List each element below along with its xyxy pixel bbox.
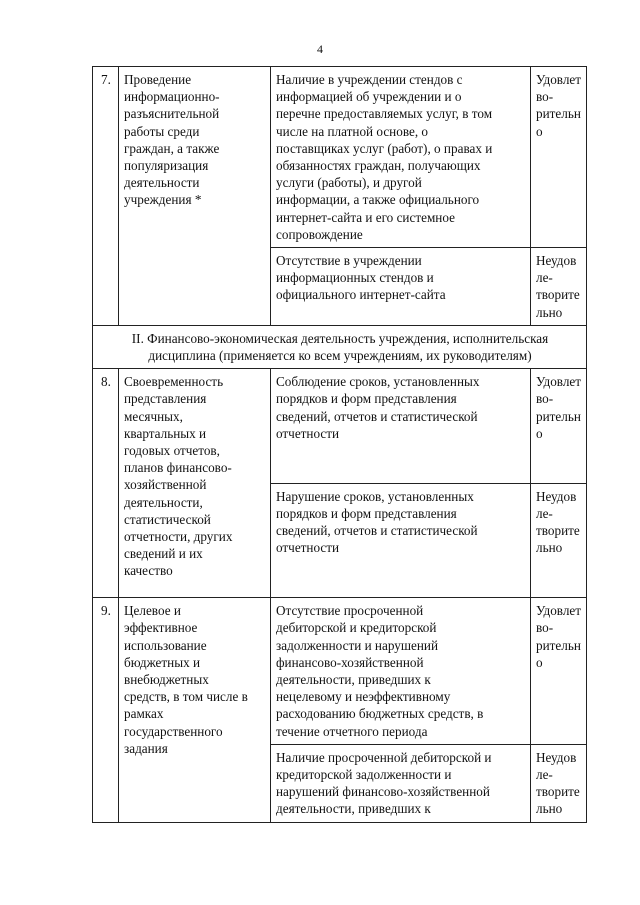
rating-value: Удовлетво- рительно <box>531 598 587 745</box>
rating-value: Удовлетво- рительно <box>531 67 587 248</box>
indicator-name: Проведение информационно- разъяснительной работы среди граждан, а также популяризация деятельности учреждения * <box>119 67 271 326</box>
indicator-name: Целевое и эффективное использование бюджетных и внебюджетных средств, в том числе в рамках государственного задания <box>119 598 271 822</box>
section-row <box>93 325 587 368</box>
page-number: 4 <box>317 42 323 56</box>
criterion-text: Отсутствие просроченной дебиторской и кредиторской задолженности и нарушений финансово-хозяйственной деятельности, приведших к нецелевому и неэффективному расходованию бюджетных средств, в течение отчетного периода <box>271 598 531 745</box>
criterion-text: Наличие в учреждении стендов с информацией об учреждении и о перечне предоставляемых услуг, в том числе на платной основе, о поставщиках услуг (работ), о правах и обязанностях граждан, получающих услуги (работы), и другой информации, а также официального интернет-сайта и его системное сопровождение <box>271 67 531 248</box>
section-title: II. Финансово-экономическая деятельность учреждения, исполнительская дисциплина (применяется ко всем учреждениям, их руководителям) <box>93 325 587 368</box>
row-number: 7. <box>93 67 119 326</box>
rating-value: Удовлетво- рительно <box>531 369 587 484</box>
row-number: 8. <box>93 369 119 598</box>
table-row <box>93 369 587 484</box>
criterion-text: Наличие просроченной дебиторской и кредиторской задолженности и нарушений финансово-хозяйственной деятельности, приведших к <box>271 744 531 822</box>
rating-value: Неудовле- творительно <box>531 248 587 326</box>
criterion-text: Отсутствие в учреждении информационных стендов и официального интернет-сайта <box>271 248 531 326</box>
table-row <box>93 67 587 248</box>
rating-value: Неудовле- творительно <box>531 744 587 822</box>
criterion-text: Соблюдение сроков, установленных порядков и форм представления сведений, отчетов и статистической отчетности <box>271 369 531 484</box>
indicator-name: Своевременность представления месячных, квартальных и годовых отчетов, планов финансово- хозяйственной деятельности, статистической отчетности, других сведений и их качество <box>119 369 271 598</box>
rating-value: Неудовле- творительно <box>531 483 587 598</box>
table-row <box>93 598 587 745</box>
evaluation-criteria-table <box>92 66 587 823</box>
row-number: 9. <box>93 598 119 822</box>
criterion-text: Нарушение сроков, установленных порядков и форм представления сведений, отчетов и статистической отчетности <box>271 483 531 598</box>
